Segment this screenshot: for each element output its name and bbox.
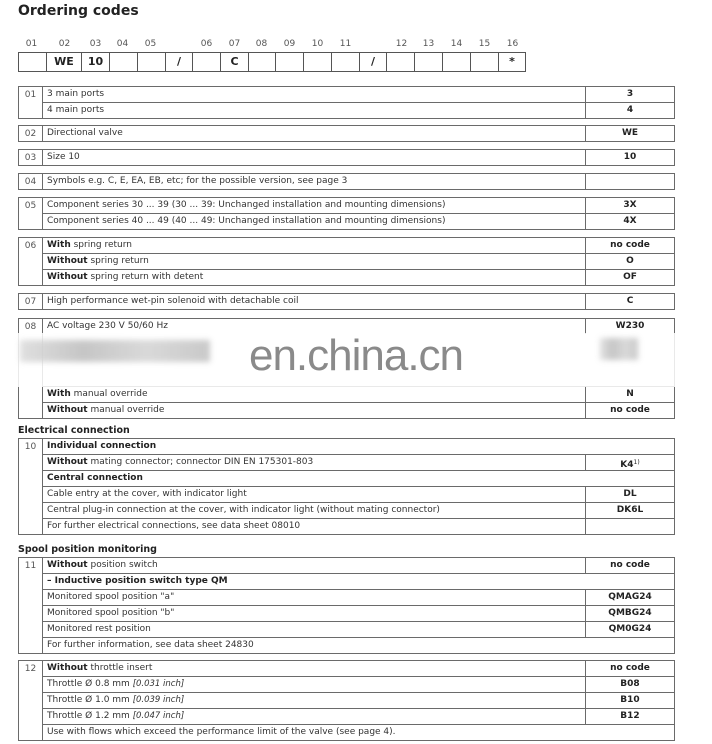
table-row: Component series 30 ... 39 (30 ... 39: Unchanged installation and mounting dimensions) 3X xyxy=(43,198,674,213)
code-box-02: WE xyxy=(47,53,82,71)
table-row: Without manual override no code xyxy=(43,402,674,418)
code-box-separator: / xyxy=(166,53,193,71)
table-row: Throttle Ø 1.2 mm [0.047 inch] B12 xyxy=(43,708,674,724)
code-box-11 xyxy=(332,53,360,71)
table-row: Individual connection xyxy=(47,441,157,451)
group-11-spool-monitoring xyxy=(18,557,675,654)
position-label: 14 xyxy=(450,39,463,49)
position-label: 13 xyxy=(422,39,435,49)
table-row: 4 main ports 4 xyxy=(43,102,674,118)
table-row: Throttle Ø 0.8 mm [0.031 inch] B08 xyxy=(43,676,674,692)
table-row: Monitored rest position QM0G24 xyxy=(43,621,674,637)
position-label: 02 xyxy=(58,39,71,49)
table-row: – Inductive position switch type QM xyxy=(43,573,674,589)
table-row: Without mating connector; connector DIN EN 175301-803 K4$^{1)}$ xyxy=(43,454,674,470)
position-label: 10 xyxy=(311,39,324,49)
table-row: Use with flows which exceed the performance limit of the valve (see page 4). xyxy=(43,724,674,740)
group-01-main-ports xyxy=(18,86,675,119)
page-title: Ordering codes xyxy=(18,3,139,19)
table-row: Central plug-in connection at the cover, with indicator light (without mating connector) DK6L xyxy=(43,502,674,518)
table-row: Without throttle insert no code xyxy=(43,661,674,676)
group-12-throttle-insert xyxy=(18,660,675,741)
code-box-13 xyxy=(415,53,443,71)
table-row: Size 10 10 xyxy=(43,150,674,165)
code-box-09 xyxy=(276,53,304,71)
group-number: 02 xyxy=(19,126,43,141)
table-row: AC voltage 230 V 50/60 Hz W230 xyxy=(43,319,674,334)
position-label: 12 xyxy=(395,39,408,49)
table-row: Component series 40 ... 49 (40 ... 49: Unchanged installation and mounting dimensions) 4X xyxy=(43,213,674,229)
code-box-06 xyxy=(193,53,221,71)
table-row: Symbols e.g. C, E, EA, EB, etc; for the possible version, see page 3 xyxy=(43,174,674,189)
table-row: 3 main ports 3 xyxy=(43,87,674,102)
position-label: 05 xyxy=(144,39,157,49)
group-05-component-series xyxy=(18,197,675,230)
code-box-15 xyxy=(471,53,499,71)
table-row: For further information, see data sheet 24830 xyxy=(43,637,674,653)
code-box-08 xyxy=(249,53,276,71)
group-10-electrical-connection xyxy=(18,438,675,535)
position-label: 08 xyxy=(255,39,268,49)
table-row: Without spring return O xyxy=(43,253,674,269)
group-number: 10 xyxy=(19,439,43,534)
watermark-text: en.china.cn xyxy=(248,331,464,380)
position-label: 16 xyxy=(506,39,519,49)
table-row: Central connection xyxy=(43,470,674,486)
table-row: Cable entry at the cover, with indicator light DL xyxy=(43,486,674,502)
table-row: Without position switch no code xyxy=(43,558,674,573)
position-label: 07 xyxy=(228,39,241,49)
position-label: 04 xyxy=(116,39,129,49)
group-06-spring-return xyxy=(18,237,675,286)
group-number: 11 xyxy=(19,558,43,653)
group-number: 08 xyxy=(19,319,43,418)
position-label: 11 xyxy=(339,39,352,49)
code-box-01 xyxy=(19,53,47,71)
section-title-electrical: Electrical connection xyxy=(18,425,130,436)
position-label: 09 xyxy=(283,39,296,49)
code-box-07: C xyxy=(221,53,249,71)
section-title-spool: Spool position monitoring xyxy=(18,544,157,555)
code-box-16: * xyxy=(499,53,526,71)
code-box-03: 10 xyxy=(82,53,110,71)
group-04-symbols xyxy=(18,173,675,190)
group-02-directional-valve xyxy=(18,125,675,142)
table-row: For further electrical connections, see data sheet 08010 xyxy=(43,518,674,534)
code-box-14 xyxy=(443,53,471,71)
group-number: 03 xyxy=(19,150,43,165)
code-box-10 xyxy=(304,53,332,71)
code-box-separator: / xyxy=(360,53,387,71)
position-label: 15 xyxy=(478,39,491,49)
code-box-04 xyxy=(110,53,138,71)
group-number: 01 xyxy=(19,87,43,118)
table-row: Without spring return with detent OF xyxy=(43,269,674,285)
position-label: 01 xyxy=(25,39,38,49)
group-03-size xyxy=(18,149,675,166)
position-label: 06 xyxy=(200,39,213,49)
table-row: With spring return no code xyxy=(43,238,674,253)
table-row: Throttle Ø 1.0 mm [0.039 inch] B10 xyxy=(43,692,674,708)
code-box-05 xyxy=(138,53,166,71)
ordering-code-strip xyxy=(18,52,526,72)
table-row: Monitored spool position "b" QMBG24 xyxy=(43,605,674,621)
group-07-solenoid xyxy=(18,293,675,310)
position-label: 03 xyxy=(89,39,102,49)
group-number: 07 xyxy=(19,294,43,309)
group-number: 12 xyxy=(19,661,43,740)
group-number: 05 xyxy=(19,198,43,229)
group-number: 04 xyxy=(19,174,43,189)
code-box-12 xyxy=(387,53,415,71)
group-number: 06 xyxy=(19,238,43,285)
table-row: With manual override N xyxy=(43,386,674,402)
table-row: Directional valve WE xyxy=(43,126,674,141)
table-row: High performance wet-pin solenoid with detachable coil C xyxy=(43,294,674,309)
table-row: Monitored spool position "a" QMAG24 xyxy=(43,589,674,605)
